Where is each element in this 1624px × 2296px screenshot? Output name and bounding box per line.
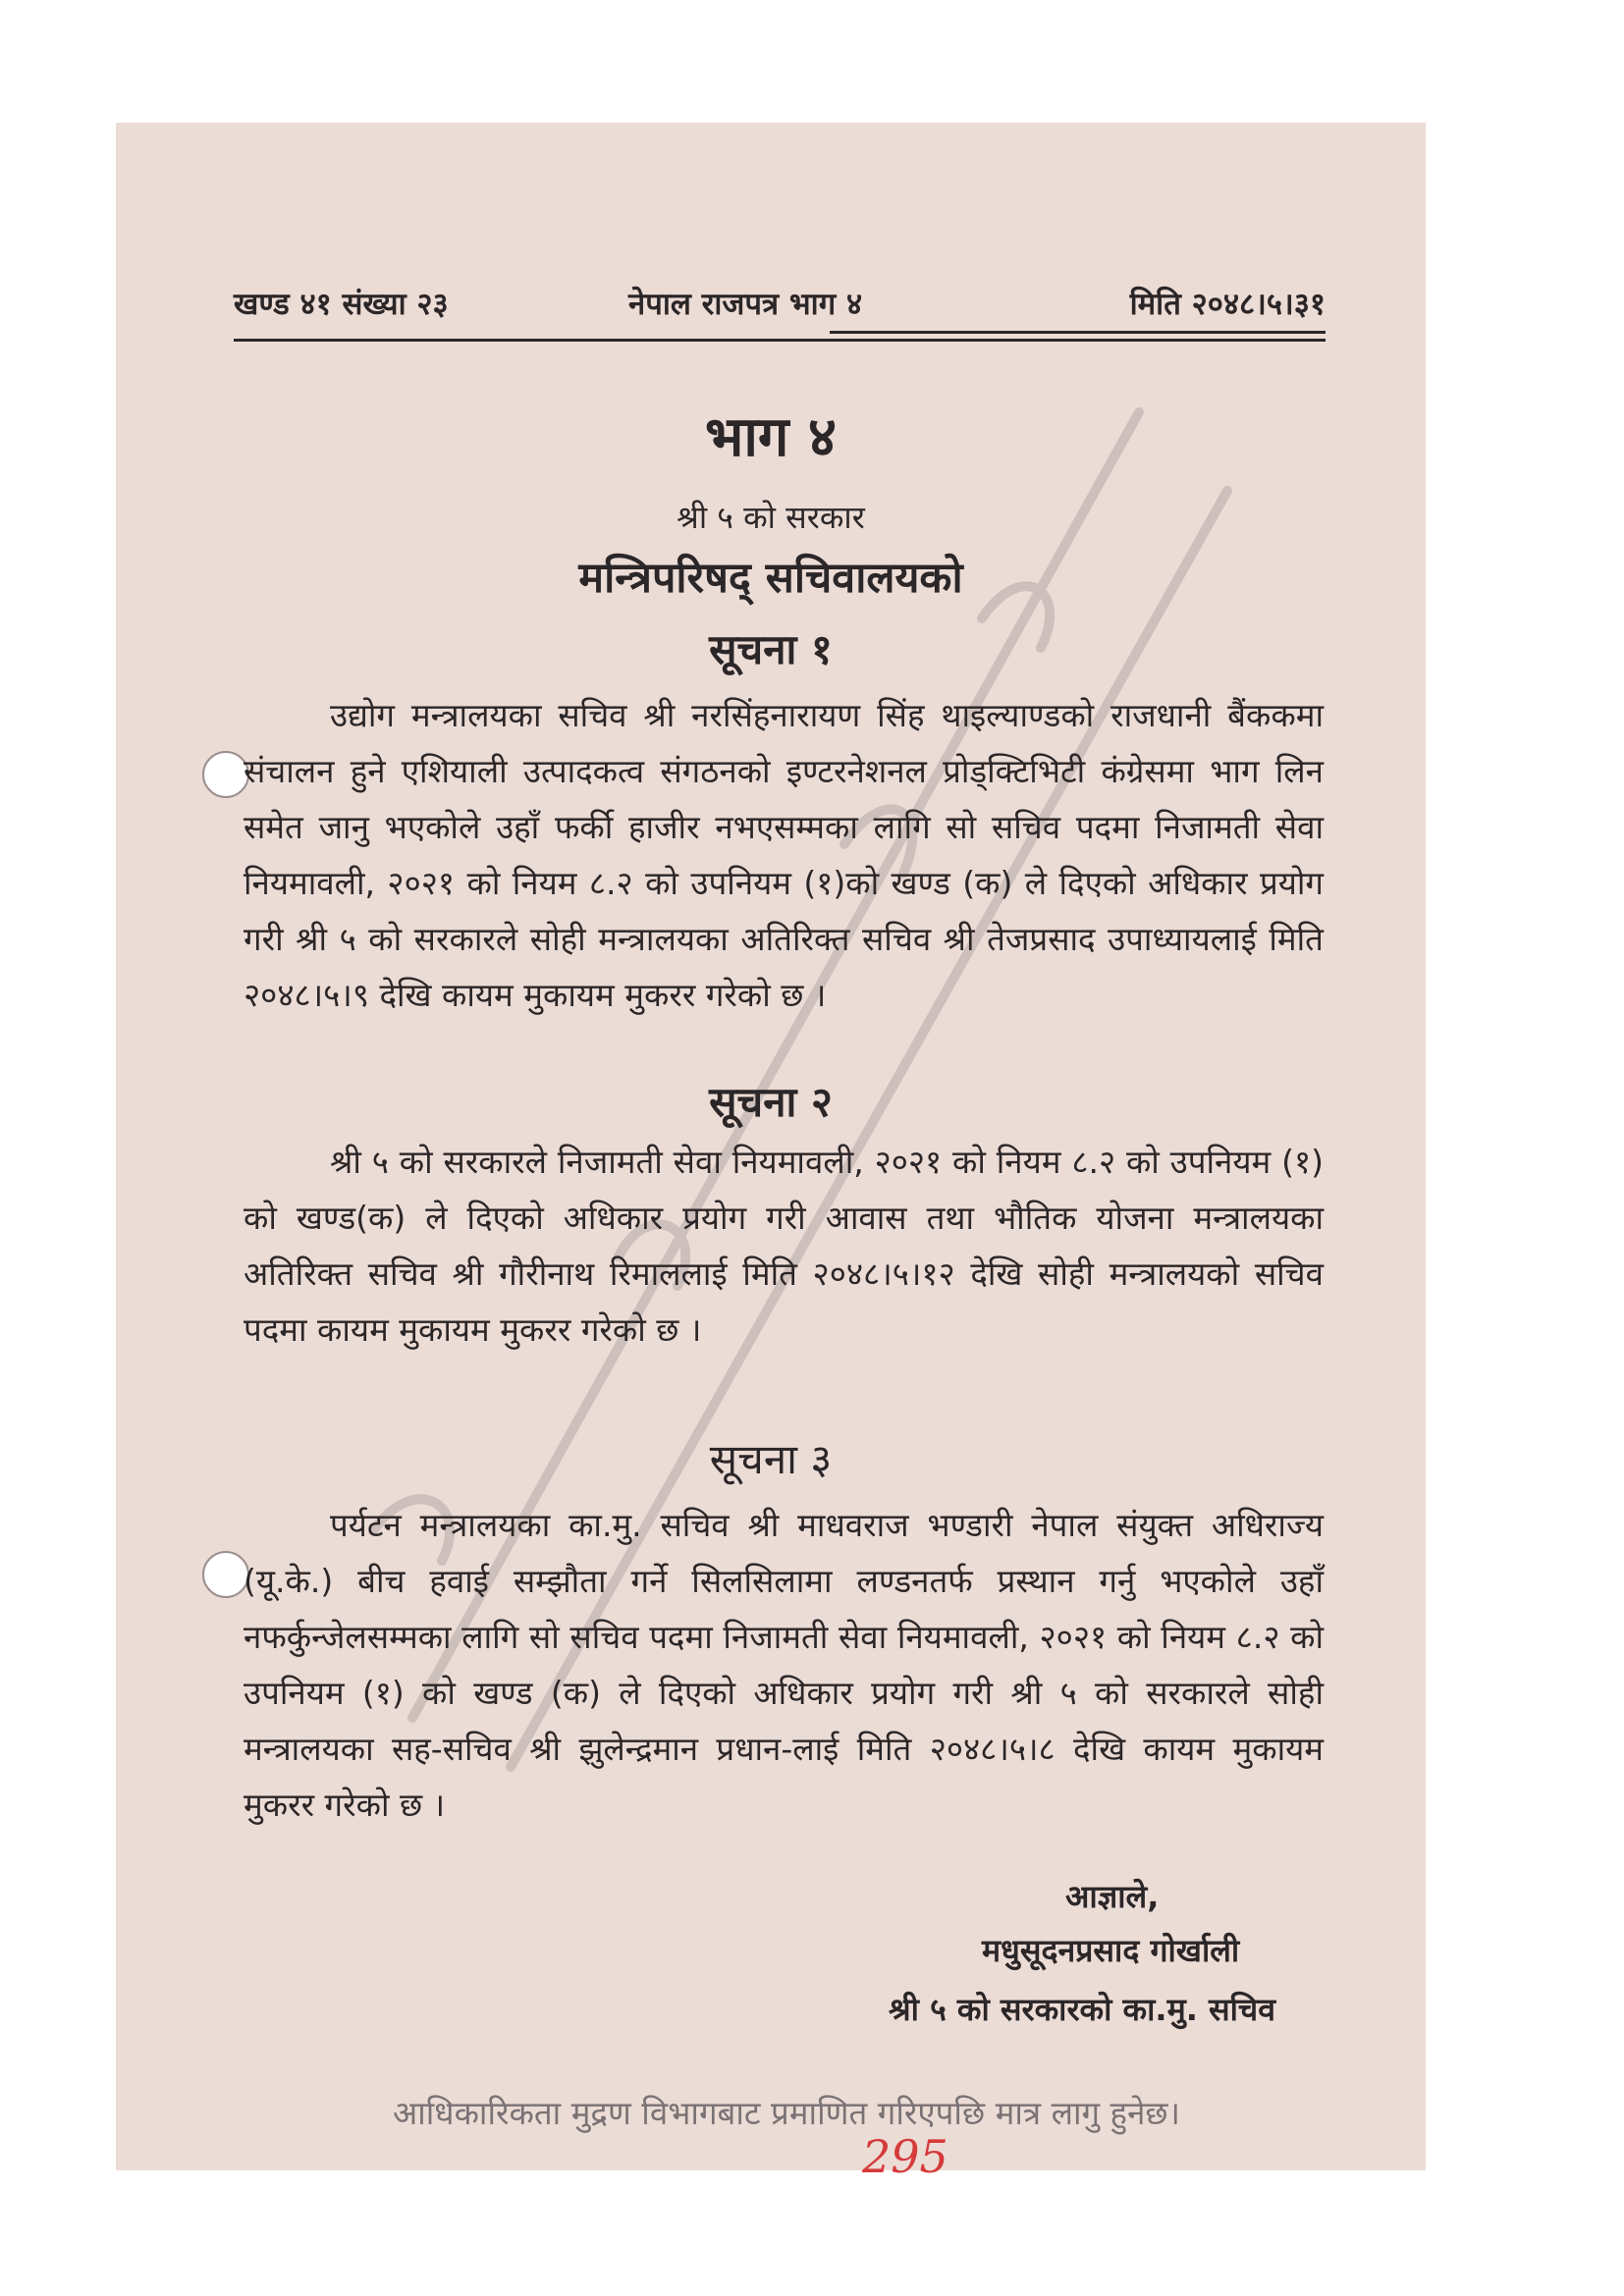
header-publication: नेपाल राजपत्र भाग ४: [628, 287, 863, 322]
header-rule: [234, 339, 1326, 342]
office-title: मन्त्रिपरिषद् सचिवालयको: [578, 554, 963, 603]
header-volume: खण्ड ४१ संख्या २३: [234, 287, 449, 322]
signature-name: मधुसूदनप्रसाद गोर्खाली: [982, 1932, 1240, 1969]
header-rule-upper: [830, 331, 1326, 334]
notice-1-text: उद्योग मन्त्रालयका सचिव श्री नरसिंहनारायण सिंह थाइल्याण्डको राजधानी बैंककमा संचालन हुने एशियाली उत्पादकत्व संगठनको इण्टरनेशनल प्रोड्क्टिभिटी कंग्रेसमा भाग लिन समेत जानु भएकोले उहाँ फर्की हाजीर नभएसम्मका लागि सो सचिव पदमा निजामती सेवा नियमावली, २०२१ को नियम ८.२ को उपनियम (१)को खण्ड (क) ले दिएको अधिकार प्रयोग गरी श्री ५ को सरकारले सोही मन्त्रालयका अतिरिक्त सचिव श्री तेजप्रसाद उपाध्यायलाई मिति २०४८।५।९ देखि कायम मुकायम मुकरर गरेको छ ।: [244, 696, 1324, 1014]
footer-note: आधिकारिकता मुद्रण विभागबाट प्रमाणित गरिएपछि मात्र लागु हुनेछ।: [393, 2094, 1181, 2132]
gazette-header: [234, 273, 1326, 334]
authority-line: श्री ५ को सरकार: [677, 499, 865, 536]
punch-hole-bottom: [202, 1551, 249, 1598]
part-title: भाग ४: [704, 405, 838, 469]
header-date: मिति २०४८।५।३१: [1129, 287, 1326, 322]
punch-hole-top: [202, 751, 249, 798]
notice-2-text: श्री ५ को सरकारले निजामती सेवा नियमावली, २०२१ को नियम ८.२ को उपनियम (१) को खण्ड(क) ले दिएको अधिकार प्रयोग गरी आवास तथा भौतिक योजना मन्त्रालयका अतिरिक्त सचिव श्री गौरीनाथ रिमाललाई मिति २०४८।५।१२ देखि सोही मन्त्रालयको सचिव पदमा कायम मुकायम मुकरर गरेको छ ।: [244, 1143, 1324, 1349]
notice-1-heading: सूचना १: [709, 625, 833, 673]
notice-2-heading: सूचना २: [709, 1078, 833, 1126]
notice-2-body: [244, 1134, 1324, 1358]
signature-by-order: आज्ञाले,: [1065, 1878, 1160, 1915]
notice-1-body: [244, 687, 1324, 1023]
notice-3-heading: सूचना ३: [709, 1435, 833, 1483]
notice-3-text: पर्यटन मन्त्रालयका का.मु. सचिव श्री माधवराज भण्डारी नेपाल संयुक्त अधिराज्य (यू.के.) बीच हवाई सम्झौता गर्ने सिलसिलामा लण्डनतर्फ प्रस्थान गर्नु भएकोले उहाँ नफर्कुन्जेलसम्मका लागि सो सचिव पदमा निजामती सेवा नियमावली, २०२१ को नियम ८.२ को उपनियम (१) को खण्ड (क) ले दिएको अधिकार प्रयोग गरी श्री ५ को सरकारले सोही मन्त्रालयका सह-सचिव श्री झुलेन्द्रमान प्रधान-लाई मिति २०४८।५।८ देखि कायम मुकायम मुकरर गरेको छ ।: [244, 1506, 1324, 1824]
page-number: 295: [862, 2130, 948, 2183]
signature-title: श्री ५ को सरकारको का.मु. सचिव: [889, 1991, 1276, 2028]
notice-3-body: [244, 1497, 1324, 1833]
